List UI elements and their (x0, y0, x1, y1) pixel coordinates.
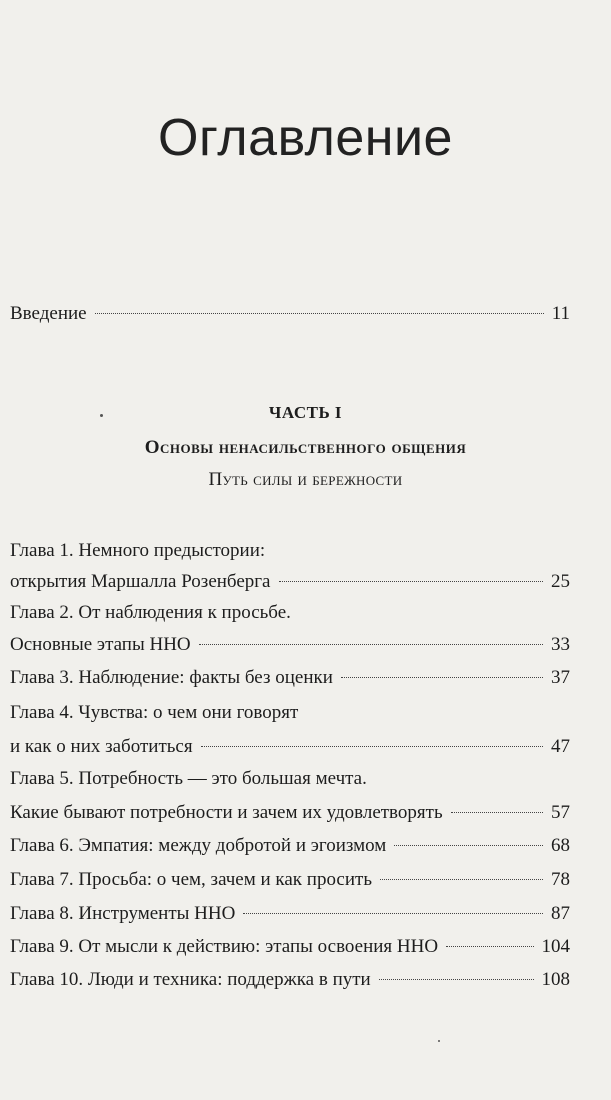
toc-entry-label: и как о них заботиться (10, 736, 193, 757)
ink-speck (100, 414, 103, 417)
toc-page-number: 57 (551, 802, 570, 823)
dot-leader (379, 979, 534, 980)
toc-page-number: 33 (551, 634, 570, 655)
toc-entry-label: Какие бывают потребности и зачем их удовлетворять (10, 802, 443, 823)
toc-page-number: 87 (551, 903, 570, 924)
toc-entry-chapter-8 (10, 902, 570, 926)
dot-leader (341, 677, 543, 678)
toc-entry-chapter-5 (10, 801, 570, 825)
dot-leader (95, 313, 544, 314)
toc-page-number: 108 (541, 969, 570, 990)
toc-entry-line: Глава 2. От наблюдения к просьбе. (10, 602, 291, 623)
toc-page-number: 11 (551, 303, 570, 324)
toc-page-number: 47 (551, 736, 570, 757)
dot-leader (201, 746, 543, 747)
dot-leader (451, 812, 543, 813)
part-subtitle: Путь силы и бережности (208, 469, 403, 490)
ink-speck (438, 1040, 440, 1042)
toc-entry-label: Глава 6. Эмпатия: между добротой и эгоизмом (10, 835, 387, 856)
toc-entry-chapter-6 (10, 834, 570, 858)
toc-entry-label: Глава 9. От мысли к действию: этапы освоения ННО (10, 936, 439, 957)
toc-entry-label: Глава 7. Просьба: о чем, зачем и как просить (10, 869, 372, 890)
toc-entry-line: Глава 4. Чувства: о чем они говорят (10, 702, 299, 723)
toc-entry-chapter-7 (10, 868, 570, 892)
toc-page-number: 25 (551, 571, 570, 592)
toc-page-number: 104 (541, 936, 570, 957)
toc-entry-chapter-9 (10, 935, 570, 959)
dot-leader (380, 879, 543, 880)
toc-entry-label: Глава 10. Люди и техника: поддержка в пути (10, 969, 371, 990)
dot-leader (394, 845, 543, 846)
part-label: ЧАСТЬ I (268, 403, 343, 422)
toc-entry-label: Глава 8. Инструменты ННО (10, 903, 236, 924)
toc-entry-label: Глава 3. Наблюдение: факты без оценки (10, 667, 333, 688)
toc-entry-chapter-10 (10, 968, 570, 992)
toc-page-number: 68 (551, 835, 570, 856)
toc-page-number: 78 (551, 869, 570, 890)
dot-leader (279, 581, 544, 582)
dot-leader (199, 644, 543, 645)
toc-page-number: 37 (551, 667, 570, 688)
toc-entry-chapter-2 (10, 633, 570, 657)
toc-entry-label: Введение (10, 303, 87, 324)
dot-leader (446, 946, 533, 947)
toc-entry-chapter-1 (10, 570, 570, 594)
toc-entry-line: Глава 5. Потребность — это большая мечта. (10, 768, 367, 789)
toc-entry-label: Основные этапы ННО (10, 634, 191, 655)
toc-entry-chapter-4 (10, 735, 570, 759)
toc-entry-label: открытия Маршалла Розенберга (10, 571, 271, 592)
dot-leader (243, 913, 543, 914)
part-title: Основы ненасильственного общения (144, 437, 467, 458)
toc-entry-line: Глава 1. Немного предыстории: (10, 540, 266, 561)
toc-entry-intro (10, 302, 570, 326)
toc-entry-chapter-3 (10, 666, 570, 690)
page-title: Оглавление (158, 109, 453, 167)
